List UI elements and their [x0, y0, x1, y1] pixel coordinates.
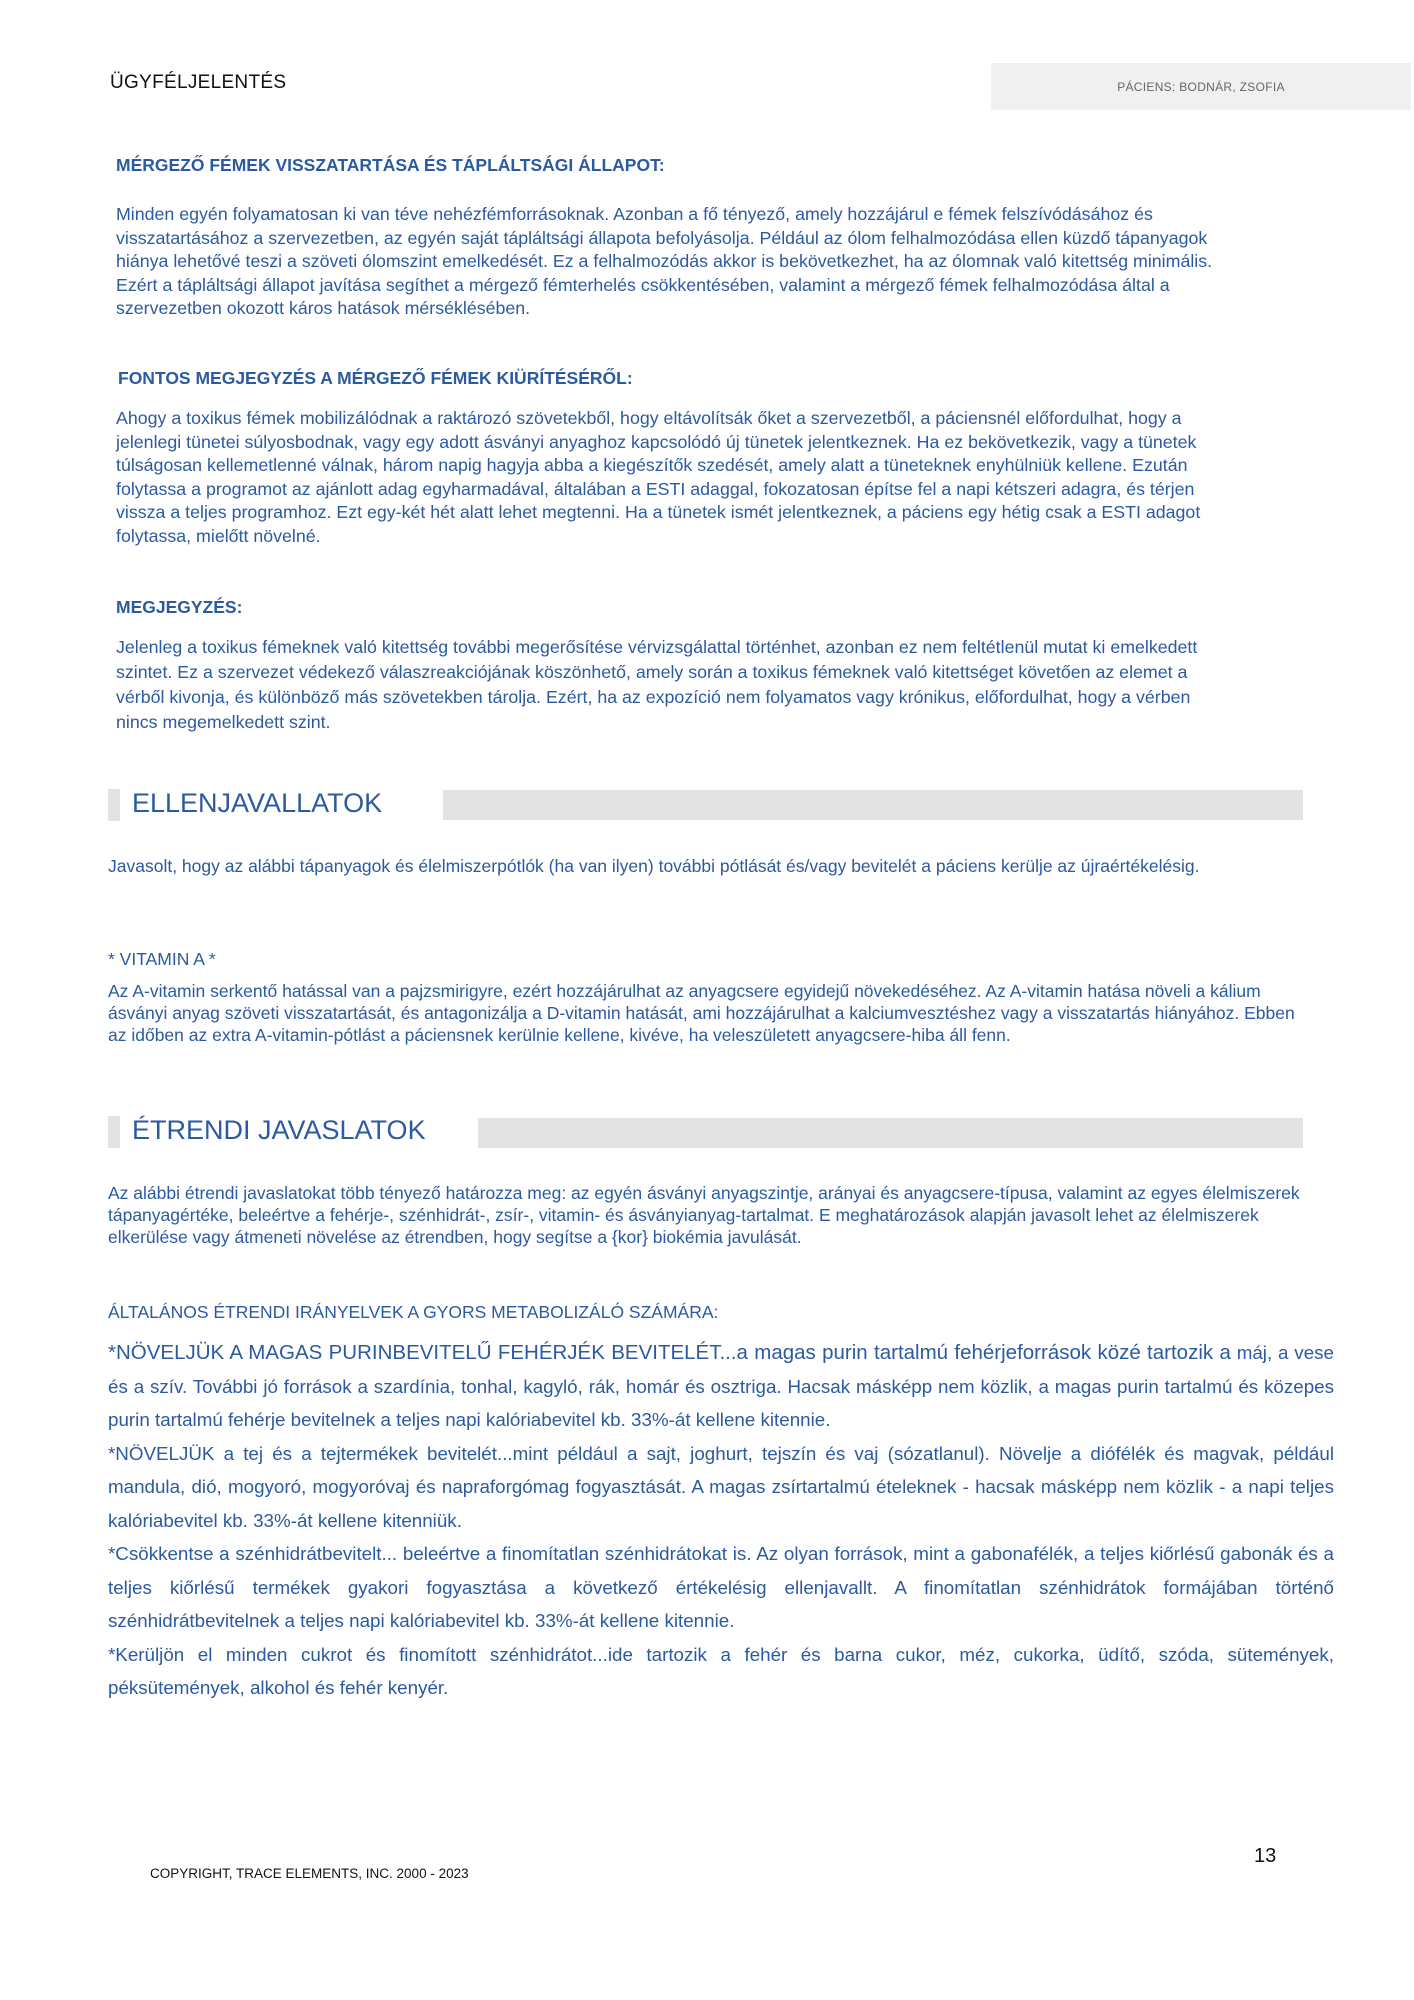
toxic-retention-title: MÉRGEZŐ FÉMEK VISSZATARTÁSA ÉS TÁPLÁLTSÁGI ÁLLAPOT:: [116, 155, 665, 175]
section-accent-bar: [108, 789, 120, 821]
guideline-2: *NÖVELJÜK a tej és a tejtermékek bevitelét...mint például a sajt, joghurt, tejszín és vaj (sózatlanul). Növelje a diófélék és magvak, például mandula, dió, mogyoró, mogyoróvaj és napraforgómag fogyasztását. A magas zsírtartalmú ételeknek - hacsak másképp nem közlik - a napi teljes kalóriabevitel kb. 33%-át kellene kitenniük.: [108, 1442, 1334, 1531]
toxic-retention-text: Minden egyén folyamatosan ki van téve nehézfémforrásoknak. Azonban a fő tényező, amely hozzájárul e fémek felszívódásához és visszatartásához a szervezetben, az egyén saját tápláltsági állapota befolyásolja. Például az ólom felhalmozódása ellen küzdő tápanyagok hiánya lehetővé teszi a szöveti ólomszint emelkedését. Ez a felhalmozódás akkor is bekövetkezhet, ha az ólomnak való kitettség minimális. Ezért a tápláltsági állapot javítása segíthet a mérgező fémterhelés csökkentésében, valamint a mérgező fémek felhalmozódása által a szervezetben okozott káros hatások mérséklésében.: [116, 204, 1213, 318]
contraindications-intro: Javasolt, hogy az alábbi tápanyagok és élelmiszerpótlók (ha van ilyen) további pótlását és/vagy bevitelét a páciens kerülje az újraértékelésig.: [108, 856, 1200, 876]
diet-guidelines: [108, 1336, 1334, 1705]
important-note-text: Ahogy a toxikus fémek mobilizálódnak a raktározó szövetekből, hogy eltávolítsák őket a szervezetből, a páciensnél előfordulhat, hogy a jelenlegi tünetei súlyosbodnak, vagy egy adott ásványi anyaghoz kapcsolódó új tünetek jelentkeznek. Ha ez bekövetkezik, vagy a tünetek túlságosan kellemetlenné válnak, három napig hagyja abba a kiegészítők szedését, amely alatt a tüneteknek enyhülniük kellene. Ezután folytassa a programot az ajánlott adag egyharmadával, általában a ESTI adaggal, fokozatosan építse fel a napi kétszeri adagra, és térjen vissza a teljes programhoz. Ezt egy-két hét alatt lehet megtenni. Ha a tünetek ismét jelentkeznek, a páciens egy hétig csak a ESTI adagot folytassa, mielőtt növelné.: [116, 408, 1201, 546]
copyright: COPYRIGHT, TRACE ELEMENTS, INC. 2000 - 2023: [150, 1866, 469, 1881]
guideline-4: *Kerüljön el minden cukrot és finomított szénhidrátot...ide tartozik a fehér és barna cukor, méz, cukorka, üdítő, szóda, sütemények, péksütemények, alkohol és fehér kenyér.: [108, 1643, 1334, 1698]
important-note-title: FONTOS MEGJEGYZÉS A MÉRGEZŐ FÉMEK KIÜRÍTÉSÉRŐL:: [118, 368, 633, 388]
diet-title: ÉTRENDI JAVASLATOK: [132, 1115, 426, 1145]
section-divider-bar: [443, 790, 1303, 820]
guideline-1-lead: a magas purin tartalmú fehérjeforrások közé tartozik a: [736, 1341, 1231, 1364]
guideline-1-rest: máj, a vese és a szív. További jó források a szardínia, tonhal, kagyló, rák, homár és osztriga. Hacsak másképp nem közlik, a magas purin tartalmú és közepes purin tartalmú fehérje bevitelnek a teljes napi kalóriabevitel kb. 33%-át kellene kitennie.: [108, 1342, 1334, 1430]
guideline-1-head: *NÖVELJÜK A MAGAS PURINBEVITELŰ FEHÉRJÉK BEVITELÉT...: [108, 1341, 737, 1364]
note-text: Jelenleg a toxikus fémeknek való kitettség további megerősítése vérvizsgálattal történhet, azonban ez nem feltétlenül mutat ki emelkedett szintet. Ez a szervezet védekező válaszreakciójának köszönhető, amely során a toxikus fémeknek való kitettséget követően az elemet a vérből kivonja, és különböző más szövetekben tárolja. Ezért, ha az expozíció nem folyamatos vagy krónikus, előfordulhat, hogy a vérben nincs megemelkedett szint.: [116, 637, 1198, 732]
vitamin-a-title: * VITAMIN A *: [108, 949, 216, 969]
note-title: MEGJEGYZÉS:: [116, 597, 243, 617]
guideline-3: *Csökkentse a szénhidrátbevitelt... beleértve a finomítatlan szénhidrátokat is. Az olyan források, mint a gabonafélék, a teljes kiőrlésű gabonák és a teljes kiőrlésű termékek gyakori fogyasztása a következő értékelésig ellenjavallt. A finomítatlan szénhidrátok formájában történő szénhidrátbevitelnek a teljes napi kalóriabevitel kb. 33%-át kellene kitennie.: [108, 1543, 1334, 1631]
guideline-1: [108, 1336, 1334, 1437]
section-divider-bar: [478, 1118, 1303, 1148]
page-number: 13: [1254, 1845, 1277, 1867]
patient-label: PÁCIENS: BODNÁR, ZSOFIA: [1117, 80, 1285, 94]
diet-intro: Az alábbi étrendi javaslatokat több tényező határozza meg: az egyén ásványi anyagszintje, arányai és anyagcsere-típusa, valamint az egyes élelmiszerek tápanyagértéke, beleértve a fehérje-, szénhidrát-, zsír-, vitamin- és ásványianyag-tartalmat. E meghatározások alapján javasolt lehet az élelmiszerek elkerülése vagy átmeneti növelése az étrendben, hogy segítse a {kor} biokémia javulását.: [108, 1183, 1300, 1247]
guidelines-title: ÁLTALÁNOS ÉTRENDI IRÁNYELVEK A GYORS METABOLIZÁLÓ SZÁMÁRA:: [108, 1302, 719, 1322]
report-title: ÜGYFÉLJELENTÉS: [110, 72, 287, 93]
section-accent-bar: [108, 1116, 120, 1148]
contraindications-title: ELLENJAVALLATOK: [132, 788, 383, 818]
patient-box: [991, 63, 1411, 110]
vitamin-a-text: Az A-vitamin serkentő hatással van a pajzsmirigyre, ezért hozzájárulhat az anyagcsere egyidejű növekedéséhez. Az A-vitamin hatása növeli a kálium ásványi anyag szöveti visszatartását, és antagonizálja a D-vitamin hatását, ami hozzájárulhat a kalciumvesztéshez vagy a visszatartás hiányához. Ebben az időben az extra A-vitamin-pótlást a páciensnek kerülnie kellene, kivéve, ha veleszületett anyagcsere-hiba áll fenn.: [108, 981, 1295, 1045]
